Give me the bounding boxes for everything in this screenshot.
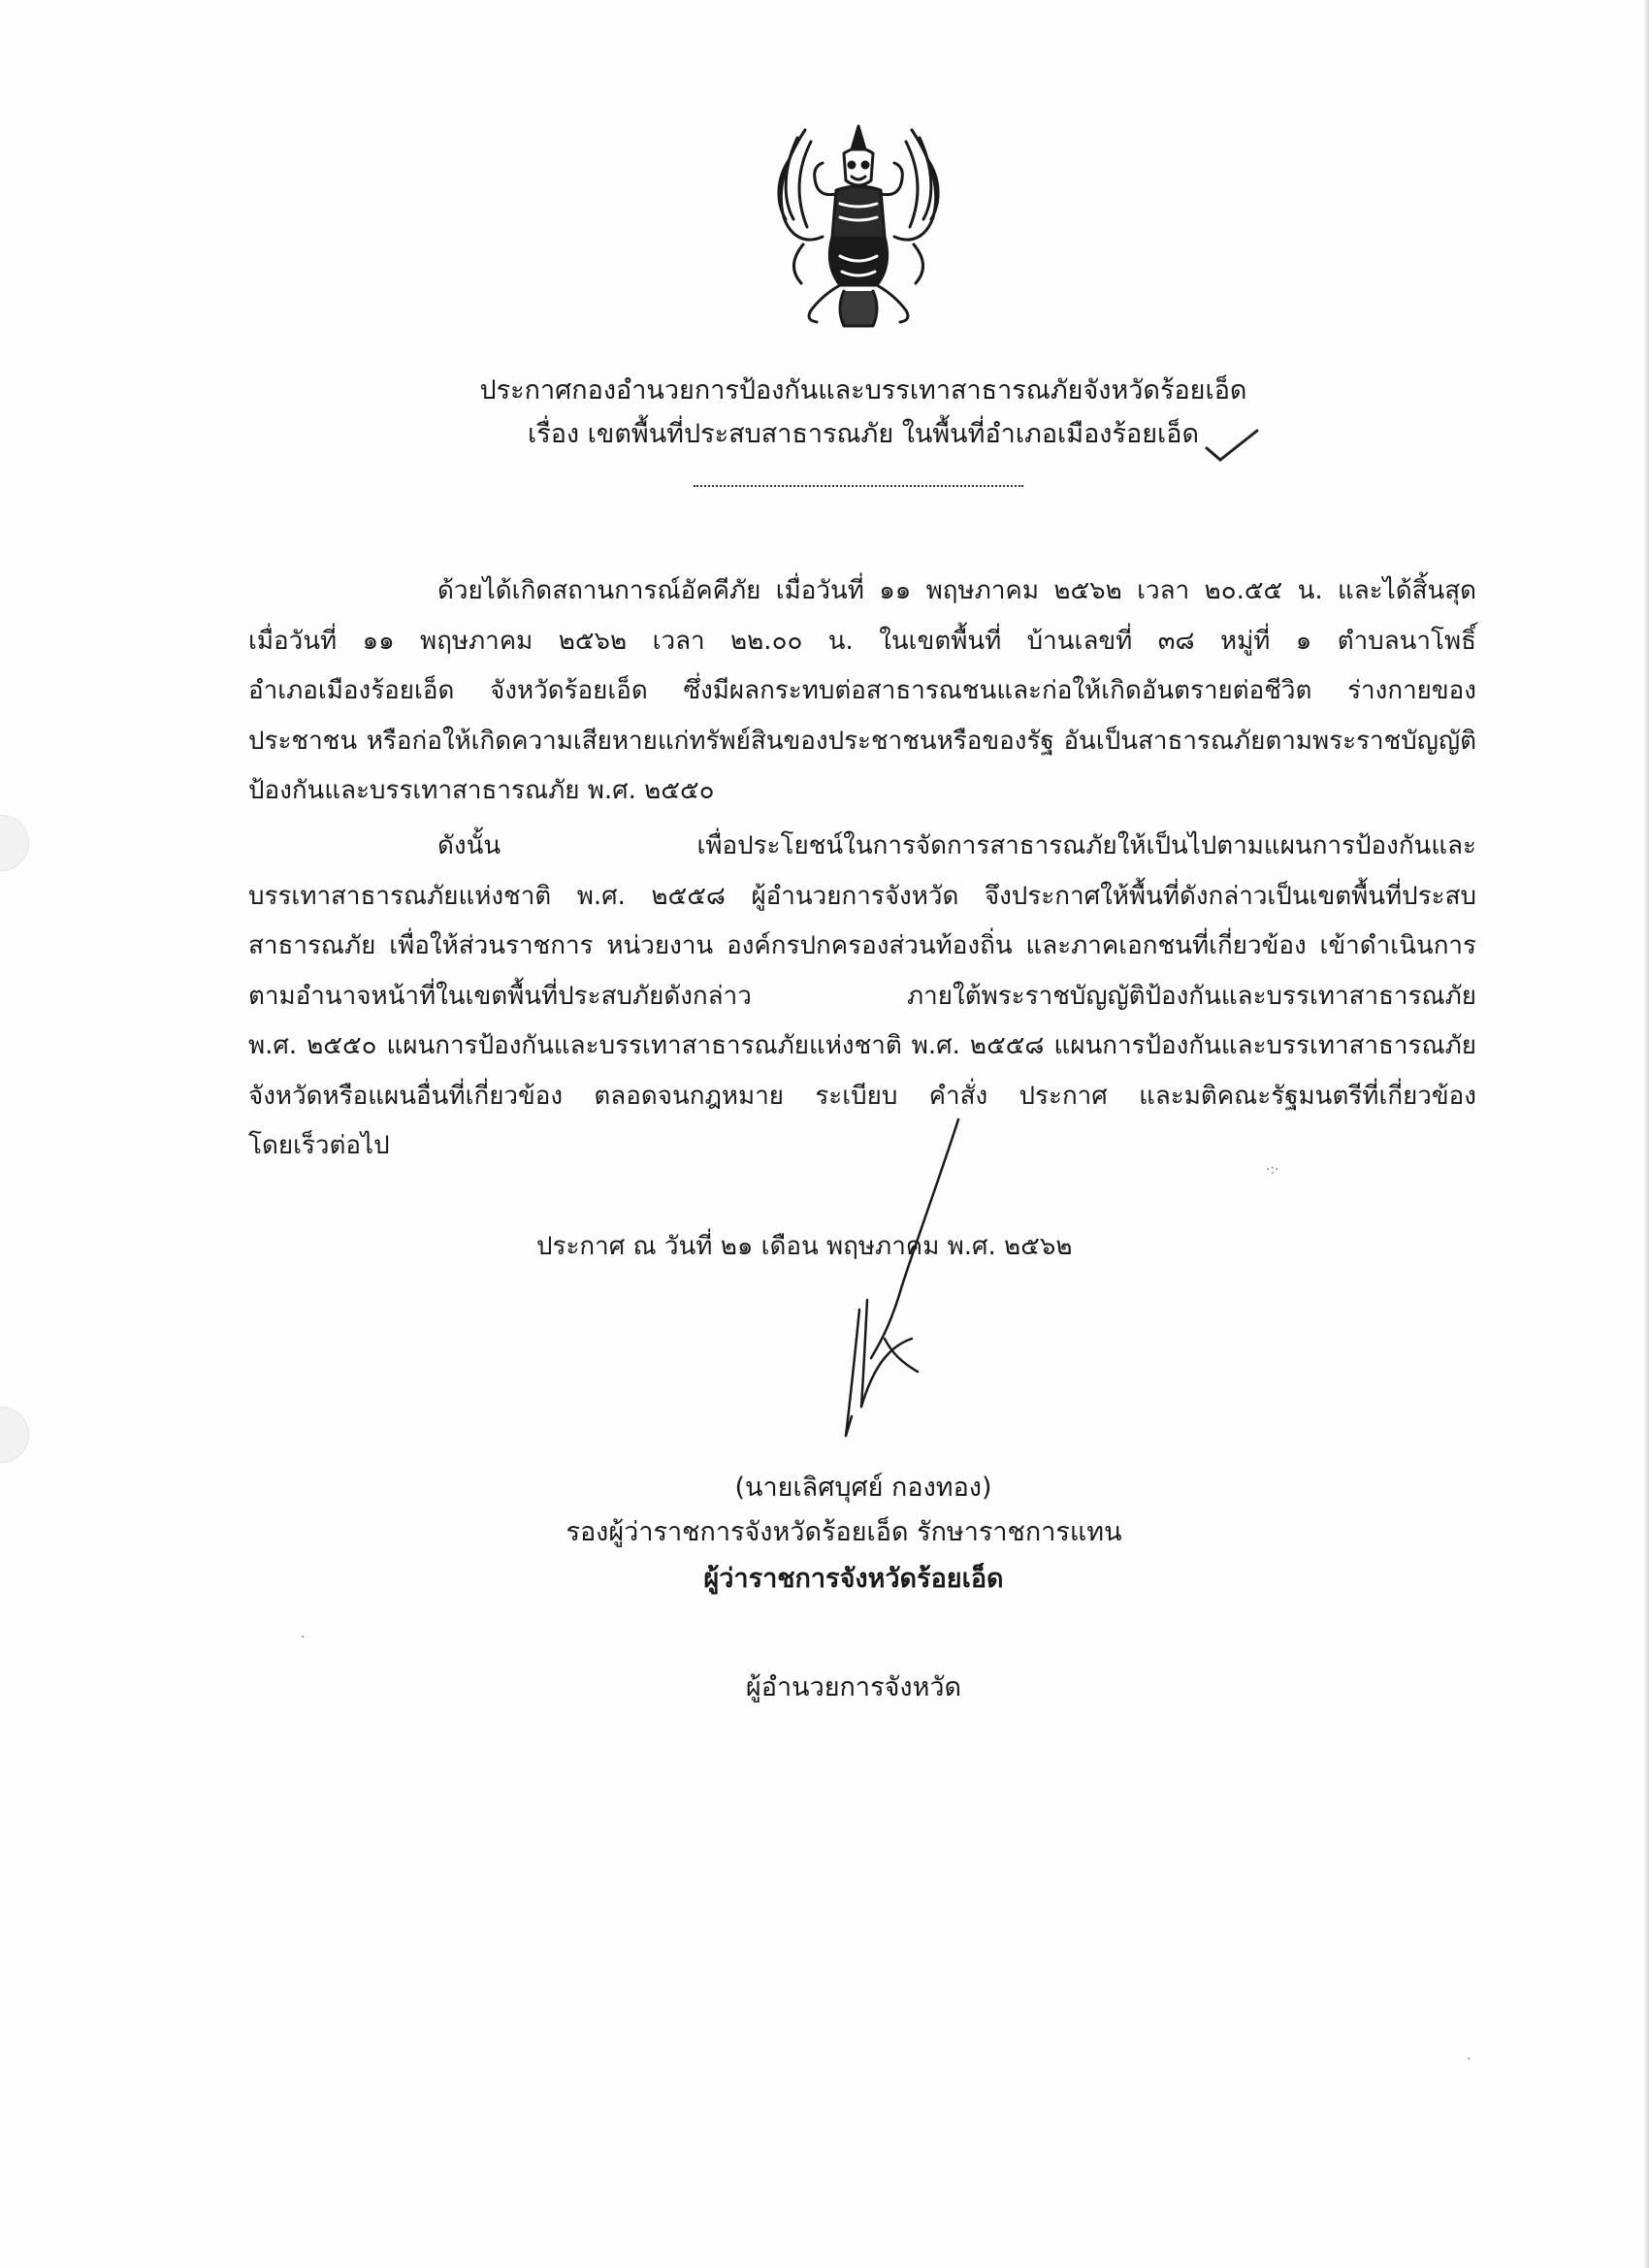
scan-speck: ·:· <box>1266 1162 1279 1178</box>
announcement-date: ประกาศ ณ วันที่ ๒๑ เดือน พฤษภาคม พ.ศ. ๒๕๖๒ <box>536 1232 1073 1261</box>
paragraph-line: อำเภอเมืองร้อยเอ็ด จังหวัดร้อยเอ็ด ซึ่งมีผลกระทบต่อสาธารณชนและก่อให้เกิดอันตรายต่อชีวิต ร่างกายของ <box>248 676 1476 705</box>
paragraph-line: พ.ศ. ๒๕๕๐ แผนการป้องกันและบรรเทาสาธารณภัยแห่งชาติ พ.ศ. ๒๕๕๘ แผนการป้องกันและบรรเทาสาธารณภัย <box>248 1031 1476 1060</box>
announcement-title: ประกาศกองอำนวยการป้องกันและบรรเทาสาธารณภัยจังหวัดร้อยเอ็ด <box>479 375 1247 405</box>
signatory-office: ผู้ว่าราชการจังหวัดร้อยเอ็ด <box>703 1564 1004 1594</box>
paragraph-line: สาธารณภัย เพื่อให้ส่วนราชการ หน่วยงาน องค์กรปกครองส่วนท้องถิ่น และภาคเอกชนที่เกี่ยวข้อง เข้าดำเนินการ <box>248 931 1476 960</box>
checkmark-icon <box>1203 427 1261 466</box>
paragraph-line: โดยเร็วต่อไป <box>248 1131 390 1160</box>
signatory-name: (นายเลิศบุศย์ กองทอง) <box>734 1473 992 1503</box>
paragraph-line: ประชาชน หรือก่อให้เกิดความเสียหายแก่ทรัพย์สินของประชาชนหรือของรัฐ อันเป็นสาธารณภัยตามพระราชบัญญัติ <box>248 726 1476 756</box>
handwritten-signature <box>795 1116 970 1474</box>
scan-speck: · <box>301 1630 306 1645</box>
paragraph-line: ตามอำนาจหน้าที่ในเขตพื้นที่ประสบภัยดังกล่าว ภายใต้พระราชบัญญัติป้องกันและบรรเทาสาธารณภัย <box>248 981 1476 1011</box>
announcement-subject: เรื่อง เขตพื้นที่ประสบสาธารณภัย ในพื้นที่อำเภอเมืองร้อยเอ็ด <box>527 419 1200 449</box>
paragraph-line: ป้องกันและบรรเทาสาธารณภัย พ.ศ. ๒๕๕๐ <box>248 776 715 805</box>
punch-hole <box>0 1407 29 1463</box>
paragraph-line: บรรเทาสาธารณภัยแห่งชาติ พ.ศ. ๒๕๕๘ ผู้อำนวยการจังหวัด จึงประกาศให้พื้นที่ดังกล่าวเป็นเขตพื้นที่ประสบ <box>248 881 1476 911</box>
body-paragraph-1 <box>248 567 1476 817</box>
paragraph-line: จังหวัดหรือแผนอื่นที่เกี่ยวข้อง ตลอดจนกฎหมาย ระเบียบ คำสั่ง ประกาศ และมติคณะรัฐมนตรีที่เกี่ยวข้อง <box>248 1081 1476 1111</box>
paragraph-line: ดังนั้น เพื่อประโยชน์ในการจัดการสาธารณภัยให้เป็นไปตามแผนการป้องกันและ <box>437 831 1476 860</box>
paragraph-line: เมื่อวันที่ ๑๑ พฤษภาคม ๒๕๖๒ เวลา ๒๒.๐๐ น. ในเขตพื้นที่ บ้านเลขที่ ๓๘ หมู่ที่ ๑ ตำบลนาโพธิ์ <box>248 626 1476 656</box>
signatory-role: ผู้อำนวยการจังหวัด <box>745 1672 962 1702</box>
scan-speck: · <box>1467 2052 1471 2067</box>
scan-edge <box>1643 0 1649 2268</box>
punch-hole <box>0 815 29 871</box>
garuda-emblem-icon <box>747 120 970 334</box>
signatory-title: รองผู้ว่าราชการจังหวัดร้อยเอ็ด รักษาราชการแทน <box>566 1517 1122 1547</box>
heading-divider <box>694 485 1023 487</box>
paragraph-line: ด้วยได้เกิดสถานการณ์อัคคีภัย เมื่อวันที่ ๑๑ พฤษภาคม ๒๕๖๒ เวลา ๒๐.๕๕ น. และได้สิ้นสุด <box>437 576 1476 605</box>
